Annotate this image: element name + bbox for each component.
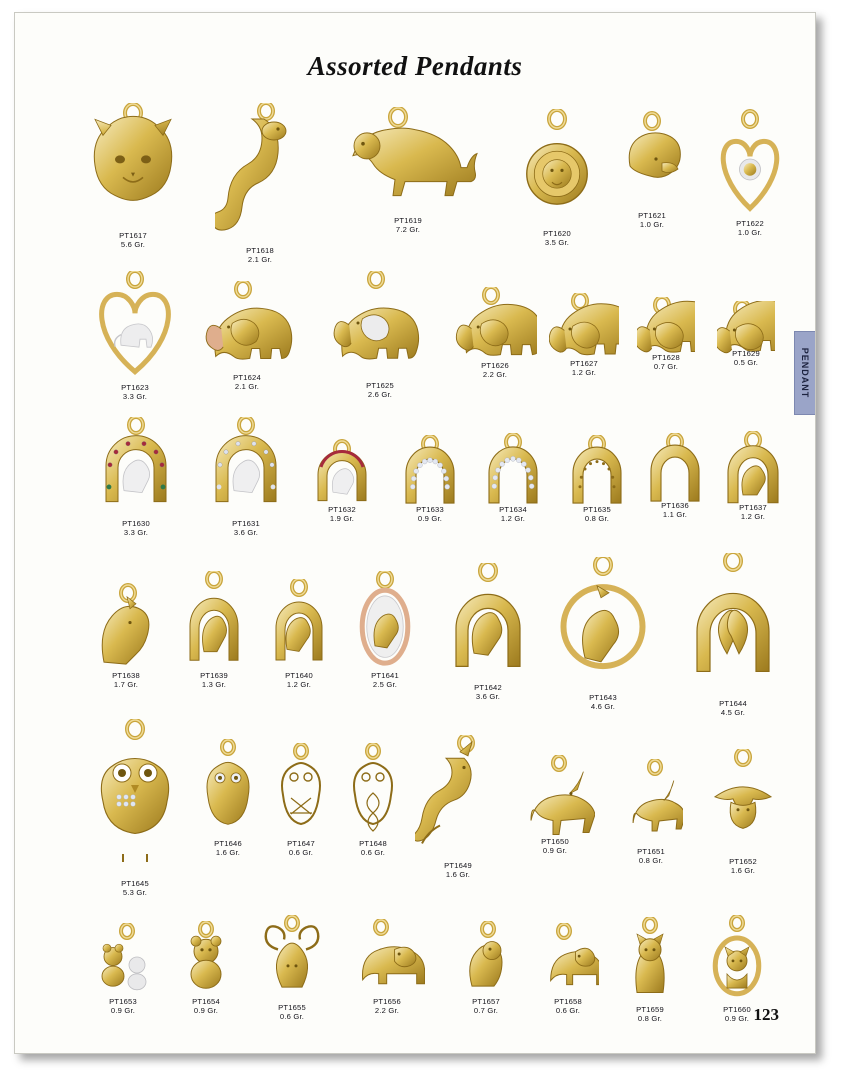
pendant-illustration — [549, 293, 619, 365]
pendant-illustration — [637, 297, 695, 361]
product-item[interactable] — [707, 749, 779, 876]
product-weight: 1.2 Gr. — [500, 514, 526, 524]
pendant-illustration — [455, 921, 517, 995]
product-item[interactable] — [93, 417, 179, 538]
product-weight: 1.2 Gr. — [571, 368, 597, 378]
product-weight: 4.6 Gr. — [590, 702, 616, 712]
pendant-illustration — [273, 743, 329, 843]
pendant-illustration — [703, 915, 771, 997]
product-sku: PT1649 — [444, 861, 472, 870]
product-weight: 1.7 Gr. — [113, 680, 139, 690]
product-sku: PT1633 — [416, 505, 444, 514]
product-weight: 3.6 Gr. — [233, 528, 259, 538]
product-caption — [203, 519, 289, 538]
pendant-illustration — [263, 579, 335, 667]
page-title: Assorted Pendants — [307, 51, 523, 81]
product-item[interactable] — [85, 103, 181, 250]
product-item[interactable] — [679, 553, 787, 718]
product-caption — [415, 861, 501, 880]
product-item[interactable] — [215, 103, 305, 265]
product-sku: PT1637 — [739, 503, 767, 512]
product-weight: 1.2 Gr. — [740, 512, 766, 522]
product-item[interactable] — [349, 919, 425, 1016]
pendant-illustration — [707, 749, 779, 841]
product-caption — [397, 505, 463, 524]
product-item[interactable] — [515, 755, 595, 856]
pendant-illustration — [477, 433, 549, 509]
product-item[interactable] — [551, 557, 655, 712]
product-item[interactable] — [563, 435, 631, 524]
product-weight: 5.6 Gr. — [120, 240, 146, 250]
product-caption — [349, 997, 425, 1016]
product-item[interactable] — [717, 431, 789, 522]
product-sku: PT1638 — [112, 671, 140, 680]
product-caption — [85, 231, 181, 250]
pendant-illustration — [563, 435, 631, 509]
product-sku: PT1641 — [371, 671, 399, 680]
product-sku: PT1636 — [661, 501, 689, 510]
product-weight: 1.6 Gr. — [215, 848, 241, 858]
pendant-illustration — [345, 743, 401, 843]
product-caption — [477, 505, 549, 524]
pendant-illustration — [203, 417, 289, 509]
product-caption — [89, 383, 181, 402]
product-sku: PT1631 — [232, 519, 260, 528]
product-sku: PT1628 — [652, 353, 680, 362]
product-caption — [259, 1003, 325, 1022]
product-item[interactable] — [85, 719, 185, 898]
product-caption — [453, 361, 537, 380]
section-tab-label: PENDANT — [800, 347, 810, 399]
product-caption — [679, 699, 787, 718]
product-item[interactable] — [177, 571, 251, 690]
pendant-illustration — [347, 571, 423, 667]
product-sku: PT1655 — [278, 1003, 306, 1012]
product-sku: PT1627 — [570, 359, 598, 368]
pendant-illustration — [197, 739, 259, 847]
product-sku: PT1644 — [719, 699, 747, 708]
pendant-illustration — [91, 583, 161, 669]
product-caption — [307, 505, 377, 524]
product-weight: 0.7 Gr. — [473, 1006, 499, 1016]
product-sku: PT1622 — [736, 219, 764, 228]
pendant-illustration — [641, 433, 709, 507]
pendant-illustration — [621, 111, 683, 211]
product-caption — [215, 246, 305, 265]
product-weight: 2.2 Gr. — [374, 1006, 400, 1016]
pendant-illustration — [333, 107, 483, 215]
product-item[interactable] — [175, 921, 237, 1016]
product-weight: 0.6 Gr. — [288, 848, 314, 858]
product-item[interactable] — [453, 287, 537, 380]
product-weight: 3.3 Gr. — [123, 528, 149, 538]
product-caption — [89, 997, 157, 1016]
pendant-illustration — [349, 919, 425, 995]
product-sku: PT1625 — [366, 381, 394, 390]
product-caption — [197, 839, 259, 858]
pendant-illustration — [177, 571, 251, 667]
product-weight: 0.7 Gr. — [653, 362, 679, 372]
product-item[interactable] — [397, 435, 463, 524]
pendant-illustration — [515, 109, 599, 227]
product-weight: 0.8 Gr. — [638, 856, 664, 866]
product-item[interactable] — [621, 111, 683, 230]
pendant-illustration — [717, 431, 789, 509]
pendant-illustration — [515, 755, 595, 839]
pendant-illustration — [201, 281, 293, 373]
product-caption — [443, 683, 533, 702]
product-weight: 2.1 Gr. — [247, 255, 273, 265]
product-sku: PT1643 — [589, 693, 617, 702]
product-sku: PT1645 — [121, 879, 149, 888]
product-weight: 1.3 Gr. — [201, 680, 227, 690]
product-sku: PT1619 — [394, 216, 422, 225]
product-item[interactable] — [537, 923, 599, 1016]
product-caption — [455, 997, 517, 1016]
product-caption — [637, 353, 695, 372]
product-sku: PT1654 — [192, 997, 220, 1006]
product-item[interactable] — [325, 271, 435, 400]
product-caption — [641, 501, 709, 520]
product-item[interactable] — [715, 109, 785, 238]
page-sheet — [14, 12, 816, 1054]
product-sku: PT1651 — [637, 847, 665, 856]
product-sku: PT1656 — [373, 997, 401, 1006]
pendant-illustration — [619, 917, 681, 999]
product-weight: 0.9 Gr. — [193, 1006, 219, 1016]
product-sku: PT1635 — [583, 505, 611, 514]
product-caption — [85, 879, 185, 898]
product-weight: 2.6 Gr. — [367, 390, 393, 400]
product-sku: PT1630 — [122, 519, 150, 528]
product-caption — [515, 837, 595, 856]
product-item[interactable] — [515, 109, 599, 248]
product-item[interactable] — [637, 297, 695, 372]
product-item[interactable] — [717, 301, 775, 368]
product-caption — [621, 211, 683, 230]
product-caption — [273, 839, 329, 858]
pendant-illustration — [679, 553, 787, 679]
product-weight: 1.2 Gr. — [286, 680, 312, 690]
product-sku: PT1621 — [638, 211, 666, 220]
product-item[interactable] — [443, 563, 533, 702]
product-sku: PT1639 — [200, 671, 228, 680]
product-item[interactable] — [201, 281, 293, 392]
product-weight: 0.9 Gr. — [542, 846, 568, 856]
product-weight: 0.8 Gr. — [584, 514, 610, 524]
product-weight: 0.9 Gr. — [724, 1014, 750, 1024]
product-weight: 2.5 Gr. — [372, 680, 398, 690]
product-sku: PT1629 — [732, 349, 760, 358]
product-caption — [619, 1005, 681, 1024]
product-weight: 4.5 Gr. — [720, 708, 746, 718]
product-item[interactable] — [307, 439, 377, 524]
product-item[interactable] — [263, 579, 335, 690]
product-weight: 0.8 Gr. — [637, 1014, 663, 1024]
product-caption — [333, 216, 483, 235]
pendant-illustration — [215, 103, 305, 238]
pendant-illustration — [397, 435, 463, 509]
product-item[interactable] — [415, 735, 501, 880]
product-caption — [91, 671, 161, 690]
product-weight: 3.6 Gr. — [475, 692, 501, 702]
product-weight: 0.9 Gr. — [110, 1006, 136, 1016]
product-sku: PT1624 — [233, 373, 261, 382]
product-weight: 3.5 Gr. — [544, 238, 570, 248]
product-sku: PT1626 — [481, 361, 509, 370]
pendant-illustration — [85, 103, 181, 223]
pendant-illustration — [89, 271, 181, 377]
product-sku: PT1650 — [541, 837, 569, 846]
pendant-illustration — [715, 109, 785, 217]
product-caption — [93, 519, 179, 538]
product-caption — [515, 229, 599, 248]
pendant-illustration — [619, 759, 683, 839]
product-caption — [347, 671, 423, 690]
product-caption — [717, 503, 789, 522]
product-sku: PT1623 — [121, 383, 149, 392]
product-sku: PT1642 — [474, 683, 502, 692]
product-caption — [715, 219, 785, 238]
pendant-illustration — [259, 915, 325, 997]
pendant-illustration — [175, 921, 237, 993]
product-weight: 0.9 Gr. — [417, 514, 443, 524]
product-sku: PT1657 — [472, 997, 500, 1006]
product-sku: PT1658 — [554, 997, 582, 1006]
page-number: 123 — [753, 1005, 779, 1024]
product-sku: PT1648 — [359, 839, 387, 848]
product-sku: PT1620 — [543, 229, 571, 238]
product-item[interactable] — [619, 759, 683, 866]
product-item[interactable] — [259, 915, 325, 1022]
product-weight: 2.2 Gr. — [482, 370, 508, 380]
product-item[interactable] — [89, 923, 157, 1016]
product-sku: PT1634 — [499, 505, 527, 514]
product-weight: 0.6 Gr. — [555, 1006, 581, 1016]
product-caption — [707, 857, 779, 876]
pendant-illustration — [85, 719, 185, 869]
pendant-illustration — [93, 417, 179, 509]
product-weight: 3.3 Gr. — [122, 392, 148, 402]
product-weight: 1.9 Gr. — [329, 514, 355, 524]
product-weight: 7.2 Gr. — [395, 225, 421, 235]
product-item[interactable] — [333, 107, 483, 235]
product-sku: PT1653 — [109, 997, 137, 1006]
pendant-illustration — [537, 923, 599, 995]
product-caption — [717, 349, 775, 368]
product-item[interactable] — [455, 921, 517, 1016]
product-sku: PT1618 — [246, 246, 274, 255]
product-caption — [177, 671, 251, 690]
product-weight: 1.0 Gr. — [639, 220, 665, 230]
product-item[interactable] — [91, 583, 161, 690]
product-sku: PT1652 — [729, 857, 757, 866]
product-item[interactable] — [619, 917, 681, 1024]
product-item[interactable] — [89, 271, 181, 402]
product-item[interactable] — [203, 417, 289, 538]
product-item[interactable] — [549, 293, 619, 378]
product-weight: 5.3 Gr. — [122, 888, 148, 898]
product-weight: 0.5 Gr. — [733, 358, 759, 368]
product-weight: 1.1 Gr. — [662, 510, 688, 520]
pendant-illustration — [415, 735, 501, 851]
pendant-illustration — [551, 557, 655, 677]
product-caption — [345, 839, 401, 858]
product-sku: PT1659 — [636, 1005, 664, 1014]
product-item[interactable] — [197, 739, 259, 858]
product-caption — [201, 373, 293, 392]
product-caption — [551, 693, 655, 712]
product-caption — [549, 359, 619, 378]
product-item[interactable] — [347, 571, 423, 690]
product-sku: PT1647 — [287, 839, 315, 848]
pendant-illustration — [325, 271, 435, 375]
product-caption — [537, 997, 599, 1016]
product-sku: PT1640 — [285, 671, 313, 680]
product-item[interactable] — [641, 433, 709, 520]
product-sku: PT1632 — [328, 505, 356, 514]
product-weight: 0.6 Gr. — [360, 848, 386, 858]
product-item[interactable] — [273, 743, 329, 858]
pendant-illustration — [443, 563, 533, 673]
product-weight: 1.6 Gr. — [730, 866, 756, 876]
pendant-illustration — [453, 287, 537, 367]
product-item[interactable] — [345, 743, 401, 858]
product-sku: PT1617 — [119, 231, 147, 240]
product-weight: 1.6 Gr. — [445, 870, 471, 880]
product-item[interactable] — [477, 433, 549, 524]
product-sku: PT1646 — [214, 839, 242, 848]
pendant-illustration — [307, 439, 377, 509]
pendant-illustration — [89, 923, 157, 993]
product-caption — [263, 671, 335, 690]
product-caption — [325, 381, 435, 400]
product-caption — [563, 505, 631, 524]
product-caption — [619, 847, 683, 866]
product-weight: 0.6 Gr. — [279, 1012, 305, 1022]
product-weight: 2.1 Gr. — [234, 382, 260, 392]
product-sku: PT1660 — [723, 1005, 751, 1014]
section-tab-pendant — [794, 331, 816, 415]
product-weight: 1.0 Gr. — [737, 228, 763, 238]
product-caption — [175, 997, 237, 1016]
